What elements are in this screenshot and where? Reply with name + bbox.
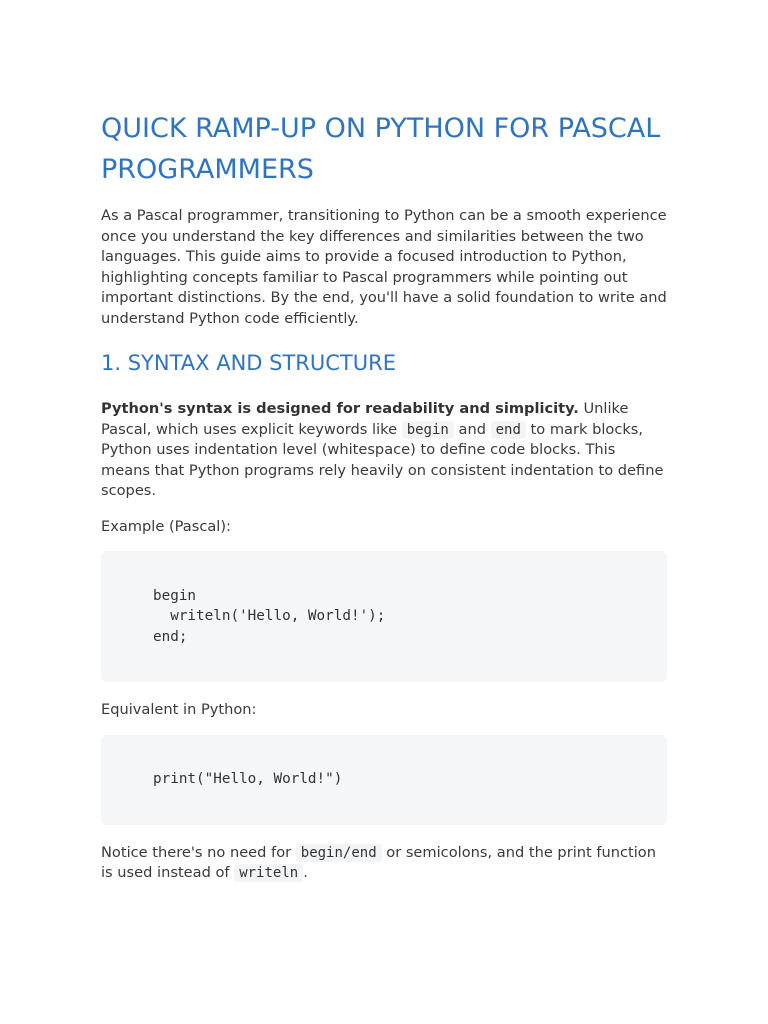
- notice-text-a: Notice there's no need for: [101, 843, 296, 861]
- intro-paragraph: As a Pascal programmer, transitioning to Python can be a smooth experience once you understand the key differences and similarities between the two languages. This guide aims to provide a focused introduction to Python, highlighting concepts familiar to Pascal programmers while pointing out important distinctions. By the end, you'll have a solid foundation to write and understand Python code efficiently.: [101, 207, 667, 327]
- pascal-example-label: Example (Pascal):: [101, 517, 231, 535]
- document-title: QUICK RAMP-UP ON PYTHON FOR PASCAL PROGRAMMERS: [101, 113, 661, 185]
- syntax-text-a: Unlike Pascal, which uses explicit keywords like: [101, 400, 629, 438]
- notice-text-b: or semicolons, and the print function is used instead of: [101, 843, 656, 881]
- notice-text-c: .: [303, 864, 308, 881]
- section-heading-syntax: 1. SYNTAX AND STRUCTURE: [101, 351, 396, 375]
- python-code: print("Hello, World!"): [153, 771, 343, 788]
- syntax-paragraph: [101, 399, 667, 502]
- notice-paragraph: [101, 843, 667, 884]
- syntax-text-b: and: [453, 420, 491, 438]
- inline-code-begin-end: begin/end: [296, 844, 382, 862]
- python-example-label: Equivalent in Python:: [101, 701, 257, 718]
- inline-code-begin: begin: [402, 421, 454, 439]
- syntax-text-c: to mark blocks, Python uses indentation level (whitespace) to define code blocks. This means that Python programs rely heavily on consistent indentation to define scopes.: [101, 420, 664, 499]
- pascal-code-block: [101, 551, 667, 682]
- pascal-code: begin writeln('Hello, World!'); end;: [153, 587, 386, 645]
- python-code-block: [101, 735, 667, 825]
- syntax-lead-bold: Python's syntax is designed for readability and simplicity.: [101, 400, 579, 417]
- inline-code-writeln: writeln: [234, 864, 303, 882]
- inline-code-end: end: [491, 421, 526, 439]
